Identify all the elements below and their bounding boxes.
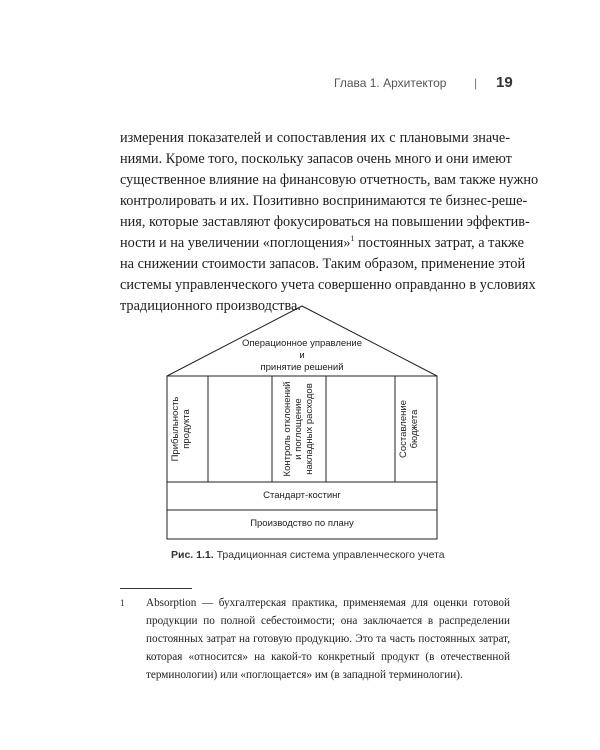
pillar-label-budgeting <box>398 379 434 479</box>
footnote-number: 1 <box>120 598 125 608</box>
figure-caption <box>171 549 445 561</box>
roof-label <box>232 338 372 374</box>
body-line-with-footnote <box>120 233 524 254</box>
chapter-title: Глава 1. Архитектор <box>334 76 447 90</box>
caption-text: Традиционная система управленческого учета <box>213 549 445 561</box>
footnote-line: постоянных затрат на готовую продукцию. Это та часть постоянных затрат, <box>146 633 510 645</box>
pillar-label-line: накладных расходов <box>304 383 315 475</box>
body-line: на снижении стоимости запасов. Таким образом, применение этой <box>120 256 526 272</box>
pillar-label-line: Составление <box>398 400 409 458</box>
standard-costing-label: Стандарт-костинг <box>263 490 341 501</box>
body-line: ния, которые заставляют фокусироваться на повышении эффектив- <box>120 214 530 230</box>
body-line-tail: постоянных затрат, а также <box>354 235 524 251</box>
pillar-label-line: продукта <box>181 409 192 449</box>
footnote-rule <box>120 588 192 589</box>
pillar-label-line: Контроль отклонений <box>282 381 293 477</box>
footnote <box>120 594 510 684</box>
body-line: традиционного производства. <box>120 298 301 314</box>
body-line: ниями. Кроме того, поскольку запасов очень много и они имеют <box>120 151 512 167</box>
body-line: измерения показателей и сопоставления их с плановыми значе- <box>120 130 510 146</box>
header-separator: | <box>474 76 478 90</box>
pillar-label-variance-control <box>282 376 322 482</box>
body-line: существенное влияние на финансовую отчетность, вам также нужно <box>120 172 539 188</box>
roof-label-line: Операционное управление <box>241 338 363 349</box>
body-line-head: ности и на увеличении «поглощения» <box>120 235 351 251</box>
footnote-line: которая «относится» на какой-то конкретный продукт (в отечественной <box>146 651 510 663</box>
footnote-line: Absorption — бухгалтерская практика, применяемая для оценки готовой <box>146 597 510 609</box>
body-line: контролировать и их. Позитивно воспринимаются те бизнес-реше- <box>120 193 528 209</box>
footnote-line: терминологии) или «поглощается» им (в западной терминологии). <box>146 669 463 681</box>
caption-label: Рис. 1.1. <box>171 549 214 561</box>
roof-label-line: принятие решений <box>260 362 344 373</box>
production-plan-label: Производство по плану <box>250 518 354 529</box>
pillar-label-line: Прибыльность <box>170 396 181 462</box>
roof-label-line: и <box>299 350 305 361</box>
pillar-label-line: бюджета <box>409 409 420 449</box>
footnote-ref: 1 <box>350 234 355 244</box>
body-paragraph <box>120 128 539 317</box>
pillar-label-line: и поглощение <box>293 398 304 460</box>
page-number: 19 <box>496 74 513 91</box>
running-header <box>0 74 600 94</box>
footnote-line: продукции по полной себестоимости; она заключается в распределении <box>146 615 510 627</box>
body-line: системы управленческого учета совершенно оправданно в условиях <box>120 277 536 293</box>
pillar-label-profitability <box>170 379 206 479</box>
